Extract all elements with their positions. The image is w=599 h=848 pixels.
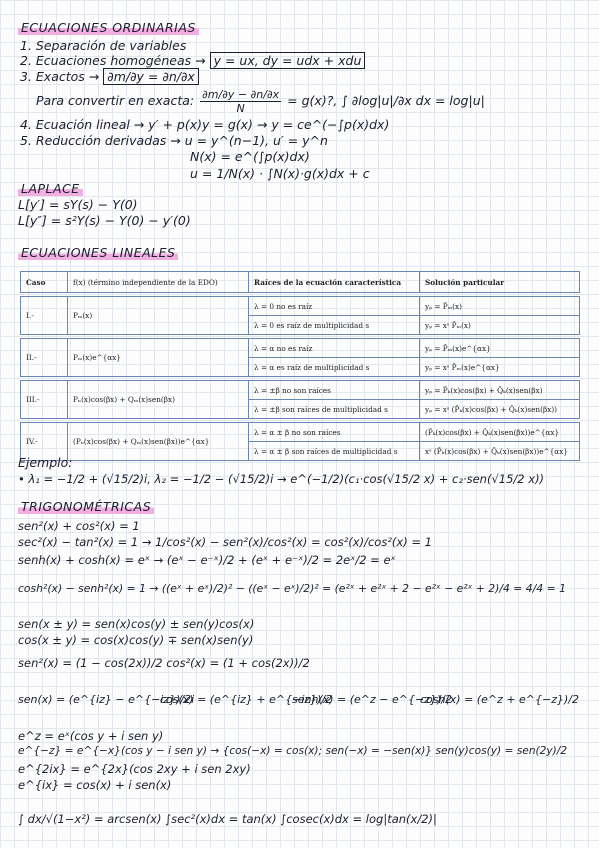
trig-line-10: e^{−z} = e^{−x}(cos y − i sen y) → {cos(−x) = cos(x); sen(−x) = −sen(x)} sen(y)cos(y) = sen(2y)/2 [18,745,568,757]
trig-line-9: e^z = eˣ(cos y + i sen y) [18,729,164,743]
section-title-laplace: LAPLACE [18,181,83,196]
ode-line-5c: u = 1/N(x) · ∫N(x)·g(x)dx + c [190,166,370,181]
trig-line-4: cosh²(x) − senh²(x) = 1 → ((eˣ + eˣ)/2)² − ((eˣ − eˣ)/2)² = (e²ˣ + e²ˣ + 2 − e²ˣ − e²ˣ + 2)/4 = 4/4 = 1 [18,582,566,595]
ode-line-1: 1. Separación de variables [20,38,187,53]
case-root: λ = 0 no es raíz [249,297,420,316]
case-solution: yₚ = P̂ₘ(x) [420,297,580,316]
ode-line-3-box: ∂m/∂y = ∂n/∂x [103,68,199,85]
trig-line-11: e^{2ix} = e^{2x}(cos 2xy + i sen 2xy) [18,762,251,776]
case-f: Pₘ(x) [68,297,249,335]
case-root: λ = α ± β no son raíces [249,423,420,442]
case-solution: yₚ = P̂ₘ(x)e^{αx} [420,339,580,358]
trig-line-2: sec²(x) − tan²(x) = 1 → 1/cos²(x) − sen²(x)/cos²(x) = cos²(x)/cos²(x) = 1 [18,535,432,549]
ode-line-3b-denominator: N [236,102,245,115]
case-f: Pₘ(x)e^{αx} [68,339,249,377]
header-raices: Raíces de la ecuación característica [249,272,420,293]
linear-equations-table [20,271,580,461]
case-root: λ = ±β no son raíces [249,381,420,400]
ode-line-2-box: y = ux, dy = udx + xdu [210,52,366,69]
ode-line-3-text: 3. Exactos → [20,69,100,84]
header-solucion: Solución particular [420,272,580,293]
trig-line-8a: sen(x) = (e^{iz} − e^{−iz})/2i [18,693,195,706]
header-fx: f(x) (término independiente de la EDO) [68,272,249,293]
section-title-trig: TRIGONOMÉTRICAS [18,499,154,514]
case-solution: yₚ = P̂ₖ(x)cos(βx) + Q̂ₖ(x)sen(βx) [420,381,580,400]
ode-line-3b-numerator: ∂m/∂y − ∂n/∂x [202,88,280,101]
trig-line-12: e^{ix} = cos(x) + i sen(x) [18,778,172,792]
table-row [21,381,580,400]
case-root: λ = ±β son raíces de multiplicidad s [249,400,420,419]
header-caso: Caso [21,272,68,293]
laplace-line-1: L[y′] = sY(s) − Y(0) [18,197,138,212]
case-label: III.- [21,381,68,419]
case-root: λ = α es raíz de multiplicidad s [249,358,420,377]
case-solution: xˢ (P̂ₖ(x)cos(βx) + Q̂ₖ(x)sen(βx))e^{αx} [420,442,580,461]
ode-line-5: 5. Reducción derivadas → u = y^(n−1), u′ = y^n [20,133,328,148]
example-label: Ejemplo: [18,455,73,470]
case-solution: yₚ = xˢ (P̂ₖ(x)cos(βx) + Q̂ₖ(x)sen(βx)) [420,400,580,419]
ode-line-3 [20,69,199,84]
example-line: • λ₁ = −1/2 + (√15/2)i, λ₂ = −1/2 − (√15/2)i → e^(−1/2)(c₁·cos(√15/2 x) + c₂·sen(√15/2 x)) [18,472,545,486]
case-label: II.- [21,339,68,377]
ode-line-2-text: 2. Ecuaciones homogéneas → [20,53,206,68]
ode-line-3b-rest: = g(x)?, ∫ ∂log|u|/∂x dx = log|u| [287,93,485,108]
ode-line-3b-text: Para convertir en exacta: [36,93,195,108]
ode-line-5b: N(x) = e^(∫p(x)dx) [190,149,310,164]
ode-line-3b [36,88,485,115]
table-row [21,339,580,358]
ode-line-4: 4. Ecuación lineal → y′ + p(x)y = g(x) → y = ce^(−∫p(x)dx) [20,117,390,132]
section-title-linear: ECUACIONES LINEALES [18,245,178,260]
trig-line-7: sen²(x) = (1 − cos(2x))/2 cos²(x) = (1 + cos(2x))/2 [18,656,310,670]
case-f: (Pₙ(x)cos(βx) + Qₘ(x)sen(βx))e^{αx} [68,423,249,461]
case-label: IV.- [21,423,68,461]
case-root: λ = α ± β son raíces de multiplicidad s [249,442,420,461]
case-f: Pₙ(x)cos(βx) + Qₘ(x)sen(βx) [68,381,249,419]
table-row [21,423,580,442]
trig-line-3: senh(x) + cosh(x) = eˣ → (eˣ − e⁻ˣ)/2 + (eˣ + e⁻ˣ)/2 = 2eˣ/2 = eˣ [18,553,396,567]
case-root: λ = 0 es raíz de multiplicidad s [249,316,420,335]
table-header-row [21,272,580,293]
trig-line-13: ∫ dx/√(1−x²) = arcsen(x) ∫sec²(x)dx = tan(x) ∫cosec(x)dx = log|tan(x/2)| [18,812,437,826]
trig-line-6: cos(x ± y) = cos(x)cos(y) ∓ sen(x)sen(y) [18,633,254,647]
trig-line-8b: cos(x) = (e^{iz} + e^{−iz})/2 [160,693,333,706]
ode-line-2 [20,53,365,68]
case-solution: yₚ = xˢ P̂ₘ(x)e^{αx} [420,358,580,377]
case-root: λ = α no es raíz [249,339,420,358]
case-solution: yₚ = xˢ P̂ₘ(x) [420,316,580,335]
case-solution: (P̂ₖ(x)cos(βx) + Q̂ₖ(x)sen(βx))e^{αx} [420,423,580,442]
table-row [21,297,580,316]
laplace-line-2: L[y″] = s²Y(s) − Y(0) − y′(0) [18,213,191,228]
section-title-ode: ECUACIONES ORDINARIAS [18,20,199,35]
ode-line-3b-fraction [200,88,281,115]
trig-line-8c: senh(x) = (e^z − e^{−z})/2 [292,693,452,706]
trig-line-1: sen²(x) + cos²(x) = 1 [18,519,140,533]
trig-line-5: sen(x ± y) = sen(x)cos(y) ± sen(y)cos(x) [18,617,255,631]
case-label: I.- [21,297,68,335]
trig-line-8d: cosh(x) = (e^z + e^{−z})/2 [420,693,580,706]
